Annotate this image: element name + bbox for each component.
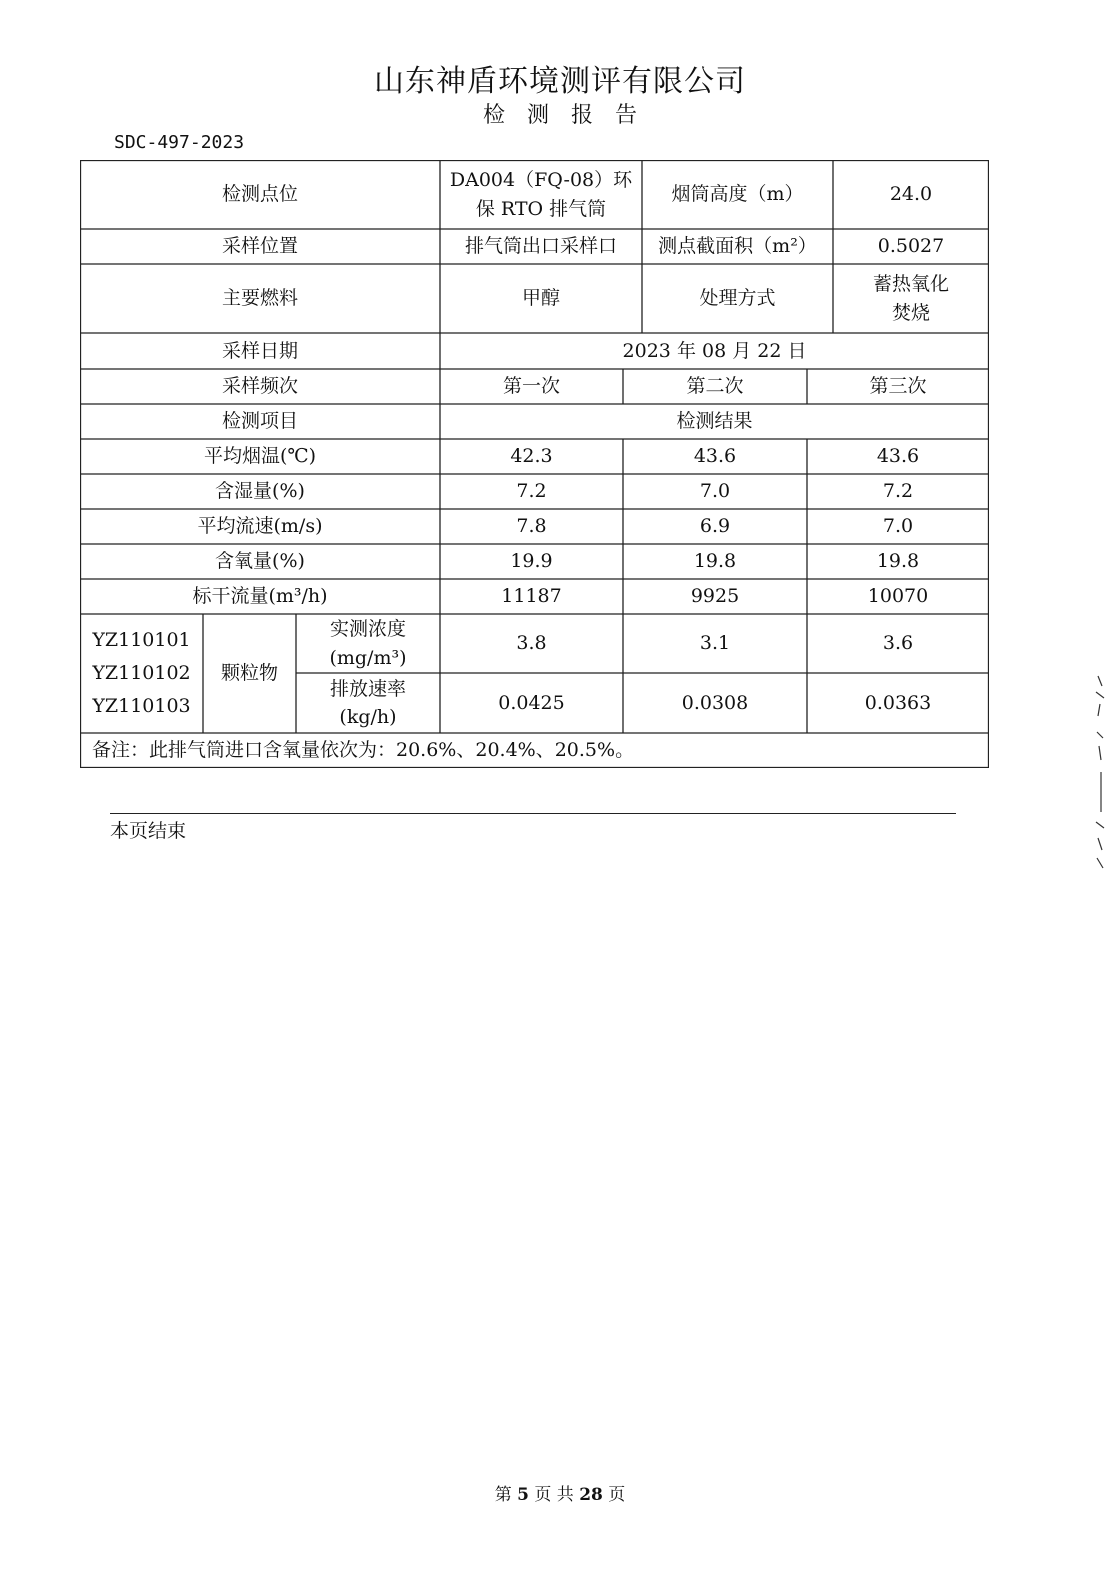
sampling-date-value: 2023 年 08 月 22 日 — [622, 339, 807, 362]
sample-code: YZ110103 — [92, 695, 191, 718]
fuel-value: 甲醇 — [521, 287, 560, 310]
measurement-value: 7.2 — [882, 480, 914, 503]
measurement-value: 19.8 — [876, 550, 920, 573]
footer-suffix: 页 — [608, 1485, 626, 1505]
concentration-value: 3.6 — [882, 632, 914, 655]
footer-page-number: 5 — [517, 1485, 529, 1505]
sampling-location-label: 采样位置 — [221, 235, 298, 258]
section-area-value: 0.5027 — [877, 235, 945, 258]
stack-height-label: 烟筒高度（m） — [671, 183, 804, 206]
measurement-value: 43.6 — [693, 445, 737, 468]
frequency-third: 第三次 — [869, 375, 927, 398]
company-name: 山东神盾环境测评有限公司 — [374, 64, 746, 99]
measurement-value: 42.3 — [510, 445, 553, 468]
measurement-value: 19.9 — [510, 550, 553, 573]
measurement-label-moisture: 含湿量(%) — [215, 480, 305, 503]
test-result-header: 检测结果 — [676, 410, 753, 433]
emission-rate-value: 0.0363 — [864, 691, 932, 714]
measurement-value: 19.8 — [693, 550, 737, 573]
emission-rate-value: 0.0308 — [681, 691, 749, 714]
treatment-value — [833, 264, 989, 333]
remarks-note: 备注：此排气筒进口含氧量依次为：20.6%、20.4%、20.5%。 — [92, 739, 635, 762]
test-results-table — [80, 160, 989, 768]
treatment-label: 处理方式 — [699, 287, 776, 310]
sampling-date-label: 采样日期 — [221, 339, 298, 362]
page-footer — [0, 1480, 1120, 1505]
document-number: SDC-497-2023 — [114, 132, 245, 153]
frequency-first: 第一次 — [502, 375, 560, 398]
emission-rate-value: 0.0425 — [498, 691, 565, 714]
sample-code: YZ110102 — [92, 661, 191, 684]
end-divider — [110, 813, 956, 814]
footer-prefix: 第 — [494, 1485, 512, 1505]
measurement-value: 6.9 — [699, 515, 731, 538]
rate-label-line-2: (kg/h) — [339, 706, 397, 728]
page-end-text: 本页结束 — [110, 820, 187, 842]
concentration-value: 3.1 — [699, 632, 731, 655]
emission-rate-label — [296, 673, 440, 733]
measurement-label-dry-flow: 标干流量(m³/h) — [192, 585, 328, 608]
footer-middle: 页 共 — [534, 1485, 574, 1505]
measurement-label-temperature: 平均烟温(℃) — [203, 445, 317, 468]
concentration-label-line-2: (mg/m³) — [329, 646, 407, 669]
particulate-name: 颗粒物 — [220, 662, 278, 685]
monitoring-point-line-1: DA004（FQ-08）环 — [449, 169, 633, 191]
measurement-value: 7.2 — [516, 480, 547, 503]
particulate-sample-codes — [80, 614, 203, 733]
measurement-value: 10070 — [867, 585, 929, 608]
test-item-header: 检测项目 — [221, 410, 298, 433]
sampling-location-value: 排气筒出口采样口 — [464, 235, 617, 258]
concentration-value: 3.8 — [516, 632, 547, 655]
measurement-value: 43.6 — [876, 445, 920, 468]
measurement-value: 7.0 — [699, 480, 731, 503]
measurement-value: 7.0 — [882, 515, 914, 538]
treatment-line-1: 蓄热氧化 — [872, 273, 949, 295]
measurement-value: 11187 — [501, 585, 562, 608]
report-title: 检测报告 — [482, 103, 659, 128]
section-area-label: 测点截面积（m²） — [658, 235, 817, 258]
treatment-line-2: 焚烧 — [891, 301, 930, 324]
stack-height-value: 24.0 — [889, 183, 933, 206]
concentration-label-line-1: 实测浓度 — [329, 618, 406, 640]
measured-concentration-label — [296, 614, 440, 673]
measurement-value: 7.8 — [516, 515, 547, 538]
rate-label-line-1: 排放速率 — [329, 677, 406, 700]
monitoring-point-label: 检测点位 — [221, 183, 298, 206]
sampling-frequency-label: 采样频次 — [221, 375, 298, 398]
footer-total-pages: 28 — [579, 1485, 603, 1505]
measurement-label-velocity: 平均流速(m/s) — [197, 515, 323, 538]
monitoring-point-value — [440, 160, 642, 229]
frequency-second: 第二次 — [686, 375, 744, 398]
fuel-label: 主要燃料 — [221, 287, 298, 310]
measurement-label-oxygen: 含氧量(%) — [215, 550, 305, 573]
seal-stamp-edge — [1092, 672, 1110, 872]
sample-code: YZ110101 — [92, 628, 191, 651]
monitoring-point-line-2: 保 RTO 排气筒 — [475, 197, 607, 220]
measurement-value: 9925 — [690, 585, 740, 608]
